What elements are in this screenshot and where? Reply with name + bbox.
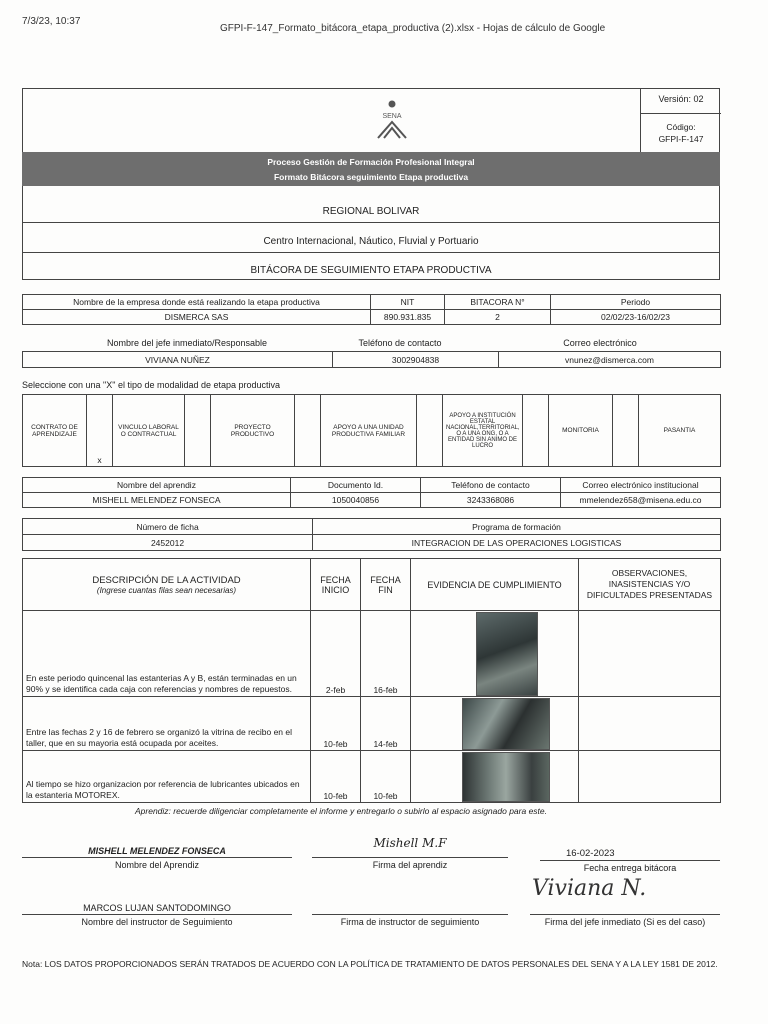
instructor-signature-name: MARCOS LUJAN SANTODOMINGO	[83, 903, 231, 913]
empresa-table	[22, 294, 721, 325]
actividad-header-title: DESCRIPCIÓN DE LA ACTIVIDAD	[92, 574, 241, 586]
jefe-telefono-label: Teléfono de contacto	[358, 338, 442, 348]
periodo-label: Periodo	[551, 295, 721, 310]
modalidad-option-vinculo: VINCULO LABORAL O CONTRACTUAL	[113, 395, 185, 467]
bitacora-number-label: BITACORA N°	[445, 295, 551, 310]
centro-text: Centro Internacional, Náutico, Fluvial y Portuario	[263, 236, 479, 247]
actividad-fin: 14-feb	[361, 697, 411, 751]
aprendiz-value: MISHELL MELENDEZ FONSECA	[23, 493, 291, 508]
actividad-observaciones	[579, 751, 721, 803]
nota-legal: Nota: LOS DATOS PROPORCIONADOS SERÁN TRATADOS DE ACUERDO CON LA POLÍTICA DE TRATAMIENTO DE DATOS PERSONALES DEL SENA Y A LA LEY 1581 DE 2012.	[22, 959, 718, 969]
sena-logo-text: SENA	[382, 113, 402, 120]
firma-jefe-caption: Firma del jefe inmediato (Si es del caso)	[544, 917, 706, 927]
modalidad-option-pasantia: PASANTIA	[639, 395, 721, 467]
evidencia-photo-1	[476, 612, 538, 696]
actividades-table	[22, 558, 721, 803]
aprendiz-signature: Mishell M.F	[373, 836, 447, 850]
table-row	[23, 751, 721, 803]
nit-label: NIT	[371, 295, 445, 310]
codigo-label: Código:	[666, 122, 696, 132]
process-banner	[22, 152, 720, 186]
actividad-desc: Al tiempo se hizo organizacion por referencia de lubricantes ubicados en la estanteria MOTOREX.	[23, 751, 311, 803]
bitacora-title: BITÁCORA DE SEGUIMIENTO ETAPA PRODUCTIVA	[250, 265, 492, 276]
modalidad-check-vinculo[interactable]	[185, 395, 211, 467]
empresa-value: DISMERCA SAS	[23, 310, 371, 325]
actividad-inicio: 2-feb	[311, 611, 361, 697]
modalidad-check-monitoria[interactable]	[613, 395, 639, 467]
modalidad-check-institucion[interactable]	[523, 395, 549, 467]
regional-text: REGIONAL BOLIVAR	[322, 206, 420, 217]
aprendiz-telefono-value: 3243368086	[421, 493, 561, 508]
programa-value: INTEGRACION DE LAS OPERACIONES LOGISTICAS	[313, 535, 721, 551]
fecha-fin-header: FECHA FIN	[361, 559, 411, 611]
modalidad-option-unidad-familiar: APOYO A UNA UNIDAD PRODUCTIVA FAMILIAR	[321, 395, 417, 467]
modalidad-option-institucion: APOYO A INSTITUCIÓN ESTATAL NACIONAL,TERRITORIAL, O A UNA ONG, O A ENTIDAD SIN ANIMO DE LUCRO	[443, 395, 523, 467]
actividad-desc: En este periodo quincenal las estanterias A y B, están terminadas en un 90% y se identifica cada caja con referencias y nombres de repuestos.	[23, 611, 311, 697]
jefe-table	[22, 351, 721, 368]
actividad-fin: 10-feb	[361, 751, 411, 803]
evidencia-photo-2	[462, 698, 550, 750]
actividad-header-subtitle: (Ingrese cuantas filas sean necesarias)	[96, 585, 237, 595]
jefe-telefono-value: 3002904838	[333, 352, 499, 368]
process-line-2: Formato Bitácora seguimiento Etapa productiva	[273, 172, 469, 182]
ficha-table	[22, 518, 721, 551]
modalidad-table	[22, 394, 721, 467]
aprendiz-label: Nombre del aprendiz	[23, 478, 291, 493]
actividad-inicio: 10-feb	[311, 751, 361, 803]
print-title: GFPI-F-147_Formato_bitácora_etapa_productiva (2).xlsx - Hojas de cálculo de Google	[220, 23, 606, 34]
documento-label: Documento Id.	[291, 478, 421, 493]
aprendiz-name-caption: Nombre del Aprendiz	[114, 860, 200, 870]
modalidad-option-contrato: CONTRATO DE APRENDIZAJE	[23, 395, 87, 467]
jefe-label: Nombre del jefe inmediato/Responsable	[106, 338, 268, 348]
modalidad-option-proyecto: PROYECTO PRODUCTIVO	[211, 395, 295, 467]
logo-area	[22, 88, 640, 152]
fecha-inicio-header: FECHA INICIO	[311, 559, 361, 611]
aprendiz-telefono-label: Teléfono de contacto	[421, 478, 561, 493]
actividad-header	[23, 559, 311, 611]
actividad-observaciones	[579, 697, 721, 751]
aprendiz-correo-value: mmelendez658@misena.edu.co	[561, 493, 721, 508]
version-box	[640, 88, 720, 152]
aprendiz-table	[22, 477, 721, 508]
fecha-entrega-value: 16-02-2023	[566, 848, 615, 859]
ficha-label: Número de ficha	[23, 519, 313, 535]
sena-logo-icon	[370, 98, 414, 142]
modalidad-option-monitoria: MONITORIA	[549, 395, 613, 467]
jefe-correo-value: vnunez@dismerca.com	[499, 352, 721, 368]
jefe-value: VIVIANA NUÑEZ	[23, 352, 333, 368]
actividad-observaciones	[579, 611, 721, 697]
fecha-entrega-caption: Fecha entrega bitácora	[583, 863, 677, 873]
jefe-correo-label: Correo electrónico	[563, 338, 637, 348]
evidencia-header: EVIDENCIA DE CUMPLIMIENTO	[411, 559, 579, 611]
modalidad-label: Seleccione con una "X" el tipo de modalidad de etapa productiva	[22, 380, 281, 390]
observaciones-header: OBSERVACIONES, INASISTENCIAS Y/O DIFICULTADES PRESENTADAS	[579, 559, 721, 611]
actividad-fin: 16-feb	[361, 611, 411, 697]
actividad-desc: Entre las fechas 2 y 16 de febrero se organizó la vitrina de recibo en el taller, que en su mayoria está ocupada por aceites.	[23, 697, 311, 751]
ficha-value: 2452012	[23, 535, 313, 551]
empresa-label: Nombre de la empresa donde está realizando la etapa productiva	[23, 295, 371, 310]
firma-instructor-caption: Firma de instructor de seguimiento	[340, 917, 480, 927]
programa-label: Programa de formación	[313, 519, 721, 535]
table-row	[23, 611, 721, 697]
modalidad-check-contrato[interactable]: x	[87, 395, 113, 467]
bitacora-number-value: 2	[445, 310, 551, 325]
jefe-signature: Viviana N.	[532, 876, 647, 901]
actividad-inicio: 10-feb	[311, 697, 361, 751]
version-text: Versión: 02	[658, 94, 704, 104]
documento-value: 1050040856	[291, 493, 421, 508]
table-row	[23, 697, 721, 751]
firma-aprendiz-caption: Firma del aprendiz	[372, 860, 448, 870]
periodo-value: 02/02/23-16/02/23	[551, 310, 721, 325]
codigo-value: GFPI-F-147	[658, 134, 704, 144]
modalidad-check-unidad-familiar[interactable]	[417, 395, 443, 467]
process-line-1: Proceso Gestión de Formación Profesional Integral	[267, 157, 475, 167]
evidencia-photo-3	[462, 752, 550, 802]
aprendiz-note: Aprendiz: recuerde diligenciar completamente el informe y entregarlo o subirlo al espacio asignado para este.	[135, 806, 548, 816]
instructor-name-caption: Nombre del instructor de Seguimiento	[81, 917, 233, 927]
nit-value: 890.931.835	[371, 310, 445, 325]
print-datetime: 7/3/23, 10:37	[22, 16, 81, 27]
aprendiz-signature-name: MISHELL MELENDEZ FONSECA	[88, 846, 226, 856]
modalidad-check-proyecto[interactable]	[295, 395, 321, 467]
aprendiz-correo-label: Correo electrónico institucional	[561, 478, 721, 493]
